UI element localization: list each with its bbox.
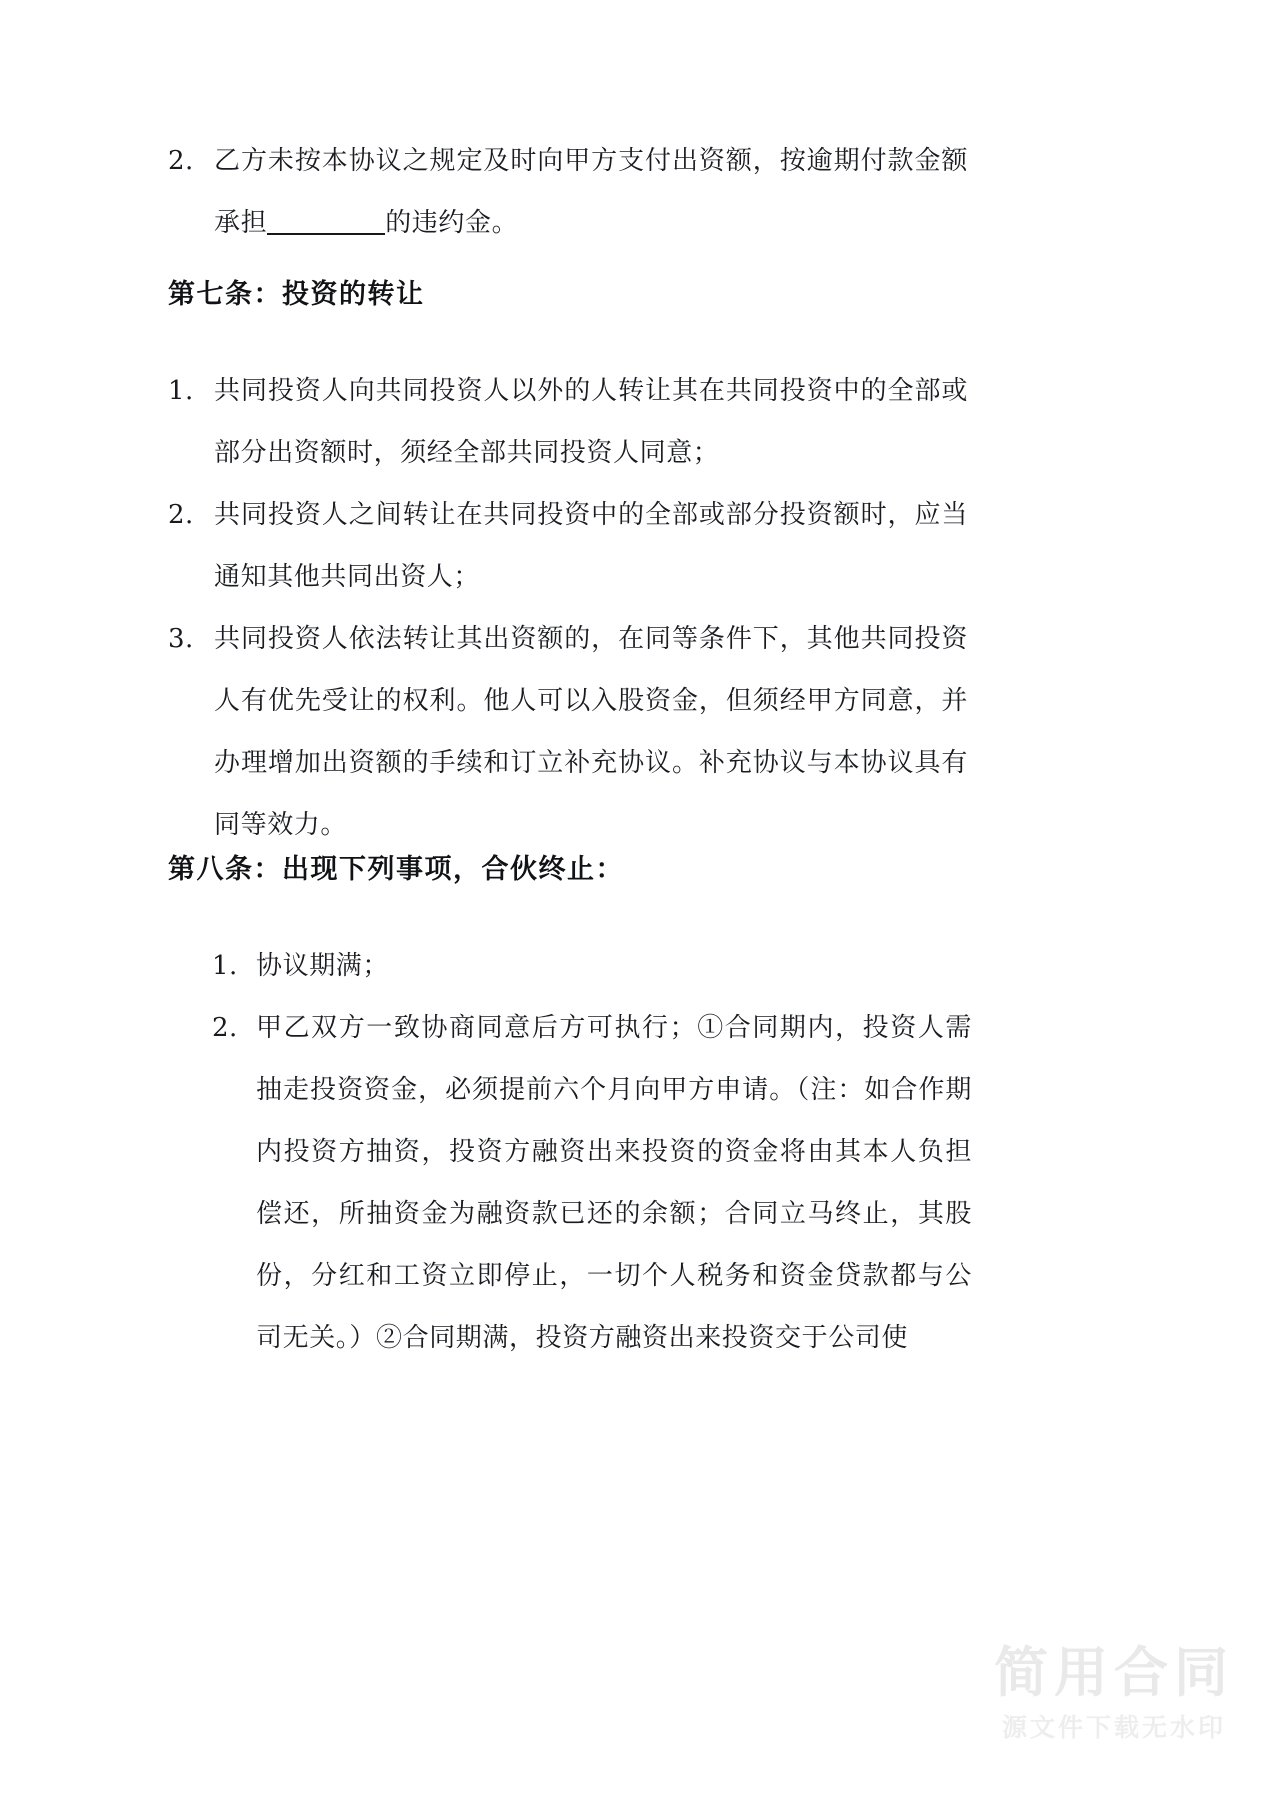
fill-in-blank[interactable]	[267, 233, 385, 235]
list-item-text	[214, 130, 968, 254]
clause-six-text-before-blank: 乙方未按本协议之规定及时向甲方支付出资额，按逾期付款金额承担	[214, 146, 968, 238]
list-item	[168, 130, 968, 254]
clause-seven-list	[168, 360, 968, 856]
watermark-tagline: 源文件下载无水印	[1001, 1712, 1226, 1742]
list-item-text: 共同投资人之间转让在共同投资中的全部或部分投资额时，应当通知其他共同出资人；	[214, 500, 968, 592]
list-marker: 3.	[168, 624, 194, 654]
list-marker: 2.	[168, 146, 194, 176]
list-item	[168, 484, 968, 608]
list-item-text: 协议期满；	[256, 951, 390, 981]
list-item	[168, 608, 968, 856]
watermark-brand: 简用合同	[994, 1641, 1234, 1705]
list-item-text: 共同投资人依法转让其出资额的，在同等条件下，其他共同投资人有优先受让的权利。他人可以入股资金，但须经甲方同意，并办理增加出资额的手续和订立补充协议。补充协议与本协议具有同等效力。	[214, 624, 968, 840]
list-marker: 2.	[212, 1013, 238, 1043]
clause-eight-list	[212, 935, 972, 1369]
clause-six-text-after-blank: 的违约金。	[385, 208, 519, 238]
list-marker: 1.	[212, 951, 238, 981]
list-item-text: 共同投资人向共同投资人以外的人转让其在共同投资中的全部或部分出资额时，须经全部共同投资人同意；	[214, 376, 968, 468]
clause-six-list	[168, 130, 968, 254]
list-marker: 2.	[168, 500, 194, 530]
clause-six-item-2	[168, 130, 968, 254]
clause-seven-heading: 第七条：投资的转让	[168, 279, 425, 310]
watermark	[994, 1643, 1234, 1746]
list-item	[212, 997, 972, 1369]
clause-eight-heading: 第八条：出现下列事项，合伙终止：	[168, 854, 624, 885]
list-item	[212, 935, 972, 997]
list-marker: 1.	[168, 376, 194, 406]
list-item	[168, 360, 968, 484]
list-item-text: 甲乙双方一致协商同意后方可执行；①合同期内，投资人需抽走投资资金，必须提前六个月向甲方申请。（注：如合作期内投资方抽资，投资方融资出来投资的资金将由其本人负担偿还，所抽资金为融资款已还的余额；合同立马终止，其股份，分红和工资立即停止，一切个人税务和资金贷款都与公司无关。）②合同期满，投资方融资出来投资交于公司使	[256, 1013, 972, 1353]
